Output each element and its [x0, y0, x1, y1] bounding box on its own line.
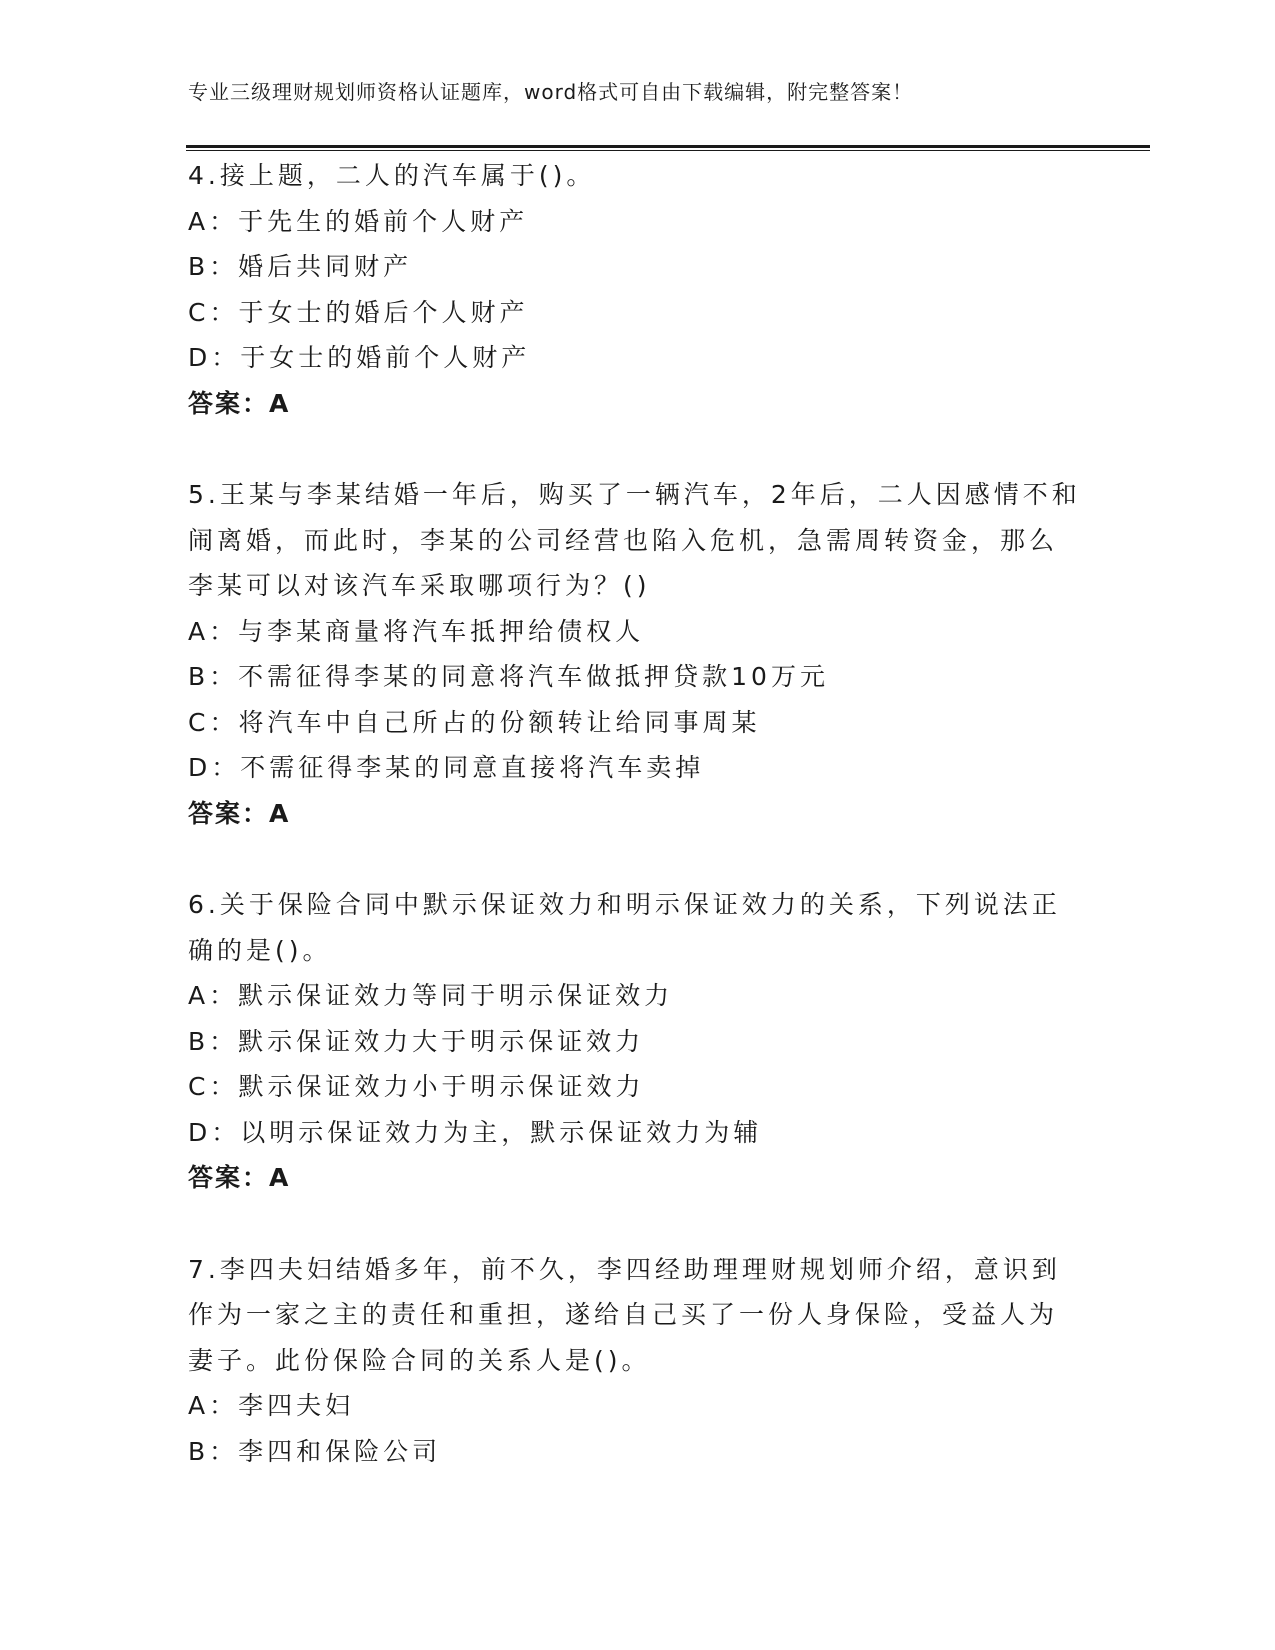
option-b: B：李四和保险公司	[188, 1436, 442, 1466]
option-d: D：不需征得李某的同意直接将汽车卖掉	[188, 753, 705, 782]
question-5	[188, 472, 1088, 836]
option-b: B：婚后共同财产	[188, 252, 413, 281]
option-a: A：于先生的婚前个人财产	[188, 206, 529, 236]
option-d: D：以明示保证效力为主，默示保证效力为辅	[188, 1117, 763, 1147]
answer: 答案：A	[188, 1163, 291, 1192]
question-7	[188, 1247, 1088, 1475]
question-stem: 确的是()。	[188, 935, 332, 965]
question-stem: 李某可以对该汽车采取哪项行为？()	[188, 571, 651, 600]
answer: 答案：A	[188, 798, 291, 828]
question-stem: 闹离婚，而此时，李某的公司经营也陷入危机，急需周转资金，那么	[188, 525, 1059, 555]
option-b: B：不需征得李某的同意将汽车做抵押贷款10万元	[188, 662, 829, 691]
question-stem: 作为一家之主的责任和重担，遂给自己买了一份人身保险，受益人为	[188, 1300, 1059, 1329]
option-c: C：将汽车中自己所占的份额转让给同事周某	[188, 707, 761, 737]
answer: 答案：A	[188, 388, 291, 418]
question-stem: 妻子。此份保险合同的关系人是()。	[188, 1345, 651, 1375]
question-stem: 7.李四夫妇结婚多年，前不久，李四经助理理财规划师介绍，意识到	[188, 1254, 1061, 1284]
option-b: B：默示保证效力大于明示保证效力	[188, 1026, 645, 1056]
question-4	[188, 153, 1088, 426]
option-c: C：默示保证效力小于明示保证效力	[188, 1072, 645, 1101]
option-a: A：李四夫妇	[188, 1391, 355, 1420]
header-rule	[186, 145, 1150, 151]
option-a: A：与李某商量将汽车抵押给债权人	[188, 616, 645, 646]
question-6	[188, 882, 1088, 1201]
page-header: 专业三级理财规划师资格认证题库，word格式可自由下载编辑，附完整答案！	[188, 80, 914, 104]
option-d: D：于女士的婚前个人财产	[188, 343, 531, 372]
option-a: A：默示保证效力等同于明示保证效力	[188, 981, 674, 1010]
option-c: C：于女士的婚后个人财产	[188, 297, 529, 327]
question-stem: 6.关于保险合同中默示保证效力和明示保证效力的关系，下列说法正	[188, 890, 1061, 919]
question-stem: 5.王某与李某结婚一年后，购买了一辆汽车，2年后，二人因感情不和	[188, 480, 1081, 509]
question-list	[188, 153, 1088, 1520]
question-stem: 4.接上题，二人的汽车属于()。	[188, 161, 596, 190]
